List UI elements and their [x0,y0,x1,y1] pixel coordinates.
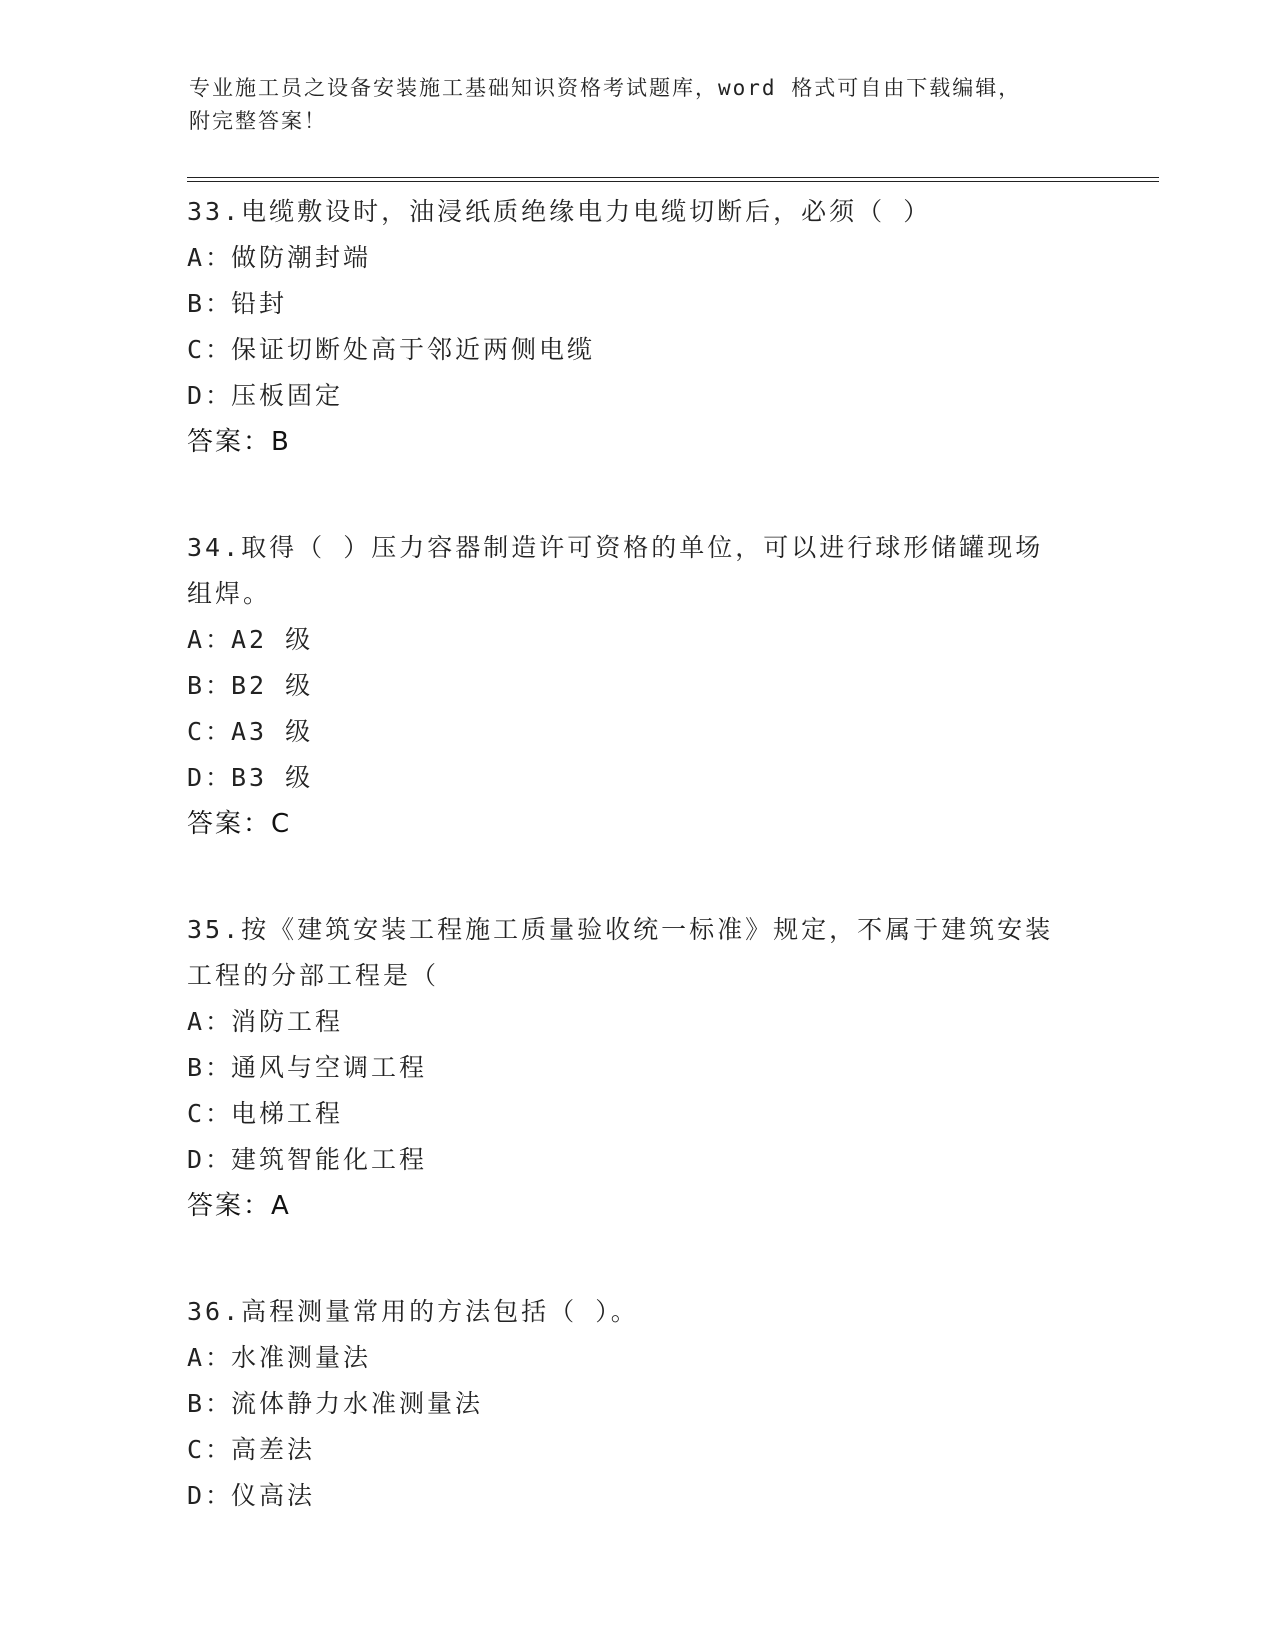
option-a [187,235,1087,281]
option-text: 通风与空调工程 [231,1053,428,1082]
option-key: A： [187,625,234,654]
option-text: 电梯工程 [231,1099,344,1128]
option-key: D： [187,381,234,410]
question-stem: 36.高程测量常用的方法包括（ ）。 [187,1297,639,1326]
option-a [187,999,1087,1045]
answer-label: 答案：A [187,1191,291,1221]
option-a [187,617,1087,663]
header-line-1: 专业施工员之设备安装施工基础知识资格考试题库，word 格式可自由下载编辑， [189,76,1022,100]
option-text: A3 级 [231,717,314,746]
option-key: C： [187,1099,234,1128]
header-divider-top [187,177,1159,178]
question-34 [187,525,1087,847]
option-text: 水准测量法 [231,1343,372,1372]
question-36 [187,1289,1087,1519]
option-text: B2 级 [231,671,314,700]
option-key: D： [187,1481,234,1510]
answer-label: 答案：B [187,427,291,457]
option-text: 保证切断处高于邻近两侧电缆 [231,335,596,364]
question-list [187,189,1087,1519]
question-33 [187,189,1087,465]
option-c [187,1427,1087,1473]
header-line-2: 附完整答案！ [189,109,327,133]
option-b [187,1381,1087,1427]
option-key: A： [187,1343,234,1372]
option-b [187,281,1087,327]
option-d [187,755,1087,801]
option-d [187,1473,1087,1519]
option-text: 流体静力水准测量法 [231,1389,484,1418]
option-text: 消防工程 [231,1007,344,1036]
option-key: A： [187,1007,234,1036]
option-text: 仪高法 [231,1481,316,1510]
question-stem: 34.取得（ ）压力容器制造许可资格的单位，可以进行球形储罐现场组焊。 [187,533,1044,608]
option-d [187,373,1087,419]
option-key: B： [187,289,234,318]
option-key: C： [187,1435,234,1464]
option-key: B： [187,671,234,700]
option-key: B： [187,1053,234,1082]
option-b [187,1045,1087,1091]
option-c [187,709,1087,755]
question-stem: 33.电缆敷设时，油浸纸质绝缘电力电缆切断后，必须（ ） [187,197,932,226]
option-c [187,1091,1087,1137]
option-text: 压板固定 [231,381,344,410]
option-a [187,1335,1087,1381]
option-key: D： [187,1145,234,1174]
option-text: 高差法 [231,1435,316,1464]
option-text: B3 级 [231,763,314,792]
option-key: B： [187,1389,234,1418]
option-key: C： [187,335,234,364]
question-stem: 35.按《建筑安装工程施工质量验收统一标准》规定，不属于建筑安装工程的分部工程是（ [187,915,1054,990]
document-header [189,72,1069,138]
option-d [187,1137,1087,1183]
header-divider-bottom [187,181,1159,182]
option-c [187,327,1087,373]
option-key: C： [187,717,234,746]
question-35 [187,907,1087,1229]
option-key: A： [187,243,234,272]
option-b [187,663,1087,709]
option-text: 建筑智能化工程 [231,1145,428,1174]
option-text: 铅封 [231,289,288,318]
option-text: A2 级 [231,625,314,654]
answer-label: 答案：C [187,809,292,839]
option-key: D： [187,763,234,792]
option-text: 做防潮封端 [231,243,372,272]
